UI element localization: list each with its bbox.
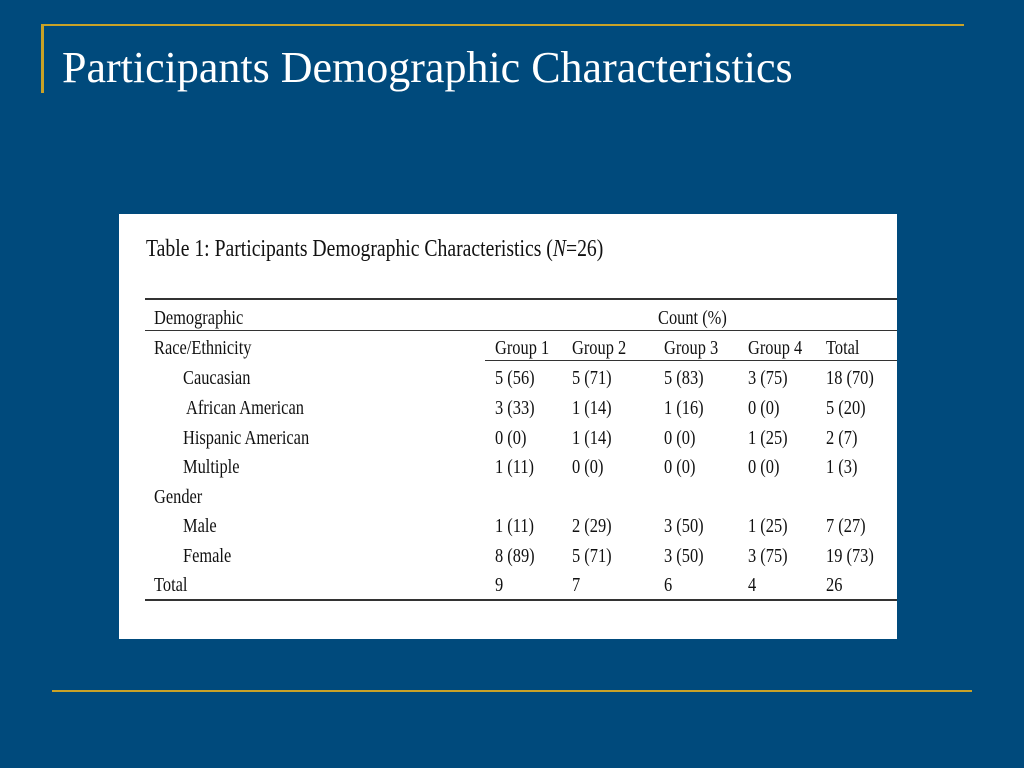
column-header-group-1: Group 1: [495, 337, 550, 359]
table-cell: 2 (29): [572, 515, 612, 537]
table-cell: 3 (75): [748, 367, 788, 389]
table-top-rule: [145, 298, 897, 300]
column-header-group-3: Group 3: [664, 337, 719, 359]
top-accent-line: [41, 24, 964, 26]
table-cell: 5 (71): [572, 545, 612, 567]
table-cell: 1 (11): [495, 515, 535, 537]
section-gender: Gender: [154, 486, 203, 508]
header-demographic: Demographic: [154, 307, 244, 329]
caption-suffix: =26): [565, 236, 604, 262]
row-label-caucasian: Caucasian: [183, 367, 251, 389]
table-cell: 1 (25): [748, 427, 788, 449]
table-cell: 0 (0): [748, 456, 780, 478]
table-cell: 0 (0): [664, 427, 696, 449]
header-rule: [145, 330, 897, 331]
table-cell: 1 (3): [826, 456, 858, 478]
table-cell: 0 (0): [664, 456, 696, 478]
row-label-hispanic-american: Hispanic American: [183, 427, 310, 449]
slide-title: Participants Demographic Characteristics: [62, 43, 793, 92]
table-cell: 1 (25): [748, 515, 788, 537]
section-race-ethnicity: Race/Ethnicity: [154, 337, 252, 359]
table-caption: [146, 236, 603, 263]
row-label-african-american: African American: [186, 397, 304, 419]
table-cell: 7: [572, 574, 581, 596]
table-cell: 3 (50): [664, 515, 704, 537]
table-cell: 8 (89): [495, 545, 535, 567]
column-header-group-2: Group 2: [572, 337, 627, 359]
table-cell: 7 (27): [826, 515, 866, 537]
table-cell: 0 (0): [572, 456, 604, 478]
table-cell: 18 (70): [826, 367, 874, 389]
table-cell: 1 (14): [572, 397, 612, 419]
table-cell: 1 (16): [664, 397, 704, 419]
table-cell: 26: [826, 574, 843, 596]
table-cell: 6: [664, 574, 673, 596]
table-cell: 3 (50): [664, 545, 704, 567]
caption-prefix: Table 1: Participants Demographic Characteristics (: [146, 236, 553, 262]
row-label-male: Male: [183, 515, 217, 537]
table-cell: 9: [495, 574, 504, 596]
table-cell: 1 (11): [495, 456, 535, 478]
table-cell: 3 (33): [495, 397, 535, 419]
column-header-rule: [485, 360, 897, 361]
row-label-total: Total: [154, 574, 188, 596]
table-cell: 5 (56): [495, 367, 535, 389]
table-cell: 0 (0): [748, 397, 780, 419]
table-cell: 19 (73): [826, 545, 874, 567]
row-label-multiple: Multiple: [183, 456, 240, 478]
table-bottom-rule: [145, 599, 897, 601]
bottom-accent-line: [52, 690, 972, 692]
table-cell: 4: [748, 574, 757, 596]
column-header-total: Total: [826, 337, 860, 359]
demographics-table-panel: [119, 214, 897, 639]
column-header-group-4: Group 4: [748, 337, 803, 359]
left-accent-bar: [41, 25, 44, 93]
table-cell: 3 (75): [748, 545, 788, 567]
row-label-female: Female: [183, 545, 232, 567]
table-cell: 5 (83): [664, 367, 704, 389]
table-cell: 0 (0): [495, 427, 527, 449]
caption-n-symbol: N: [552, 236, 566, 262]
header-count: Count (%): [658, 307, 727, 329]
table-cell: 5 (71): [572, 367, 612, 389]
table-cell: 1 (14): [572, 427, 612, 449]
table-cell: 2 (7): [826, 427, 858, 449]
table-cell: 5 (20): [826, 397, 866, 419]
